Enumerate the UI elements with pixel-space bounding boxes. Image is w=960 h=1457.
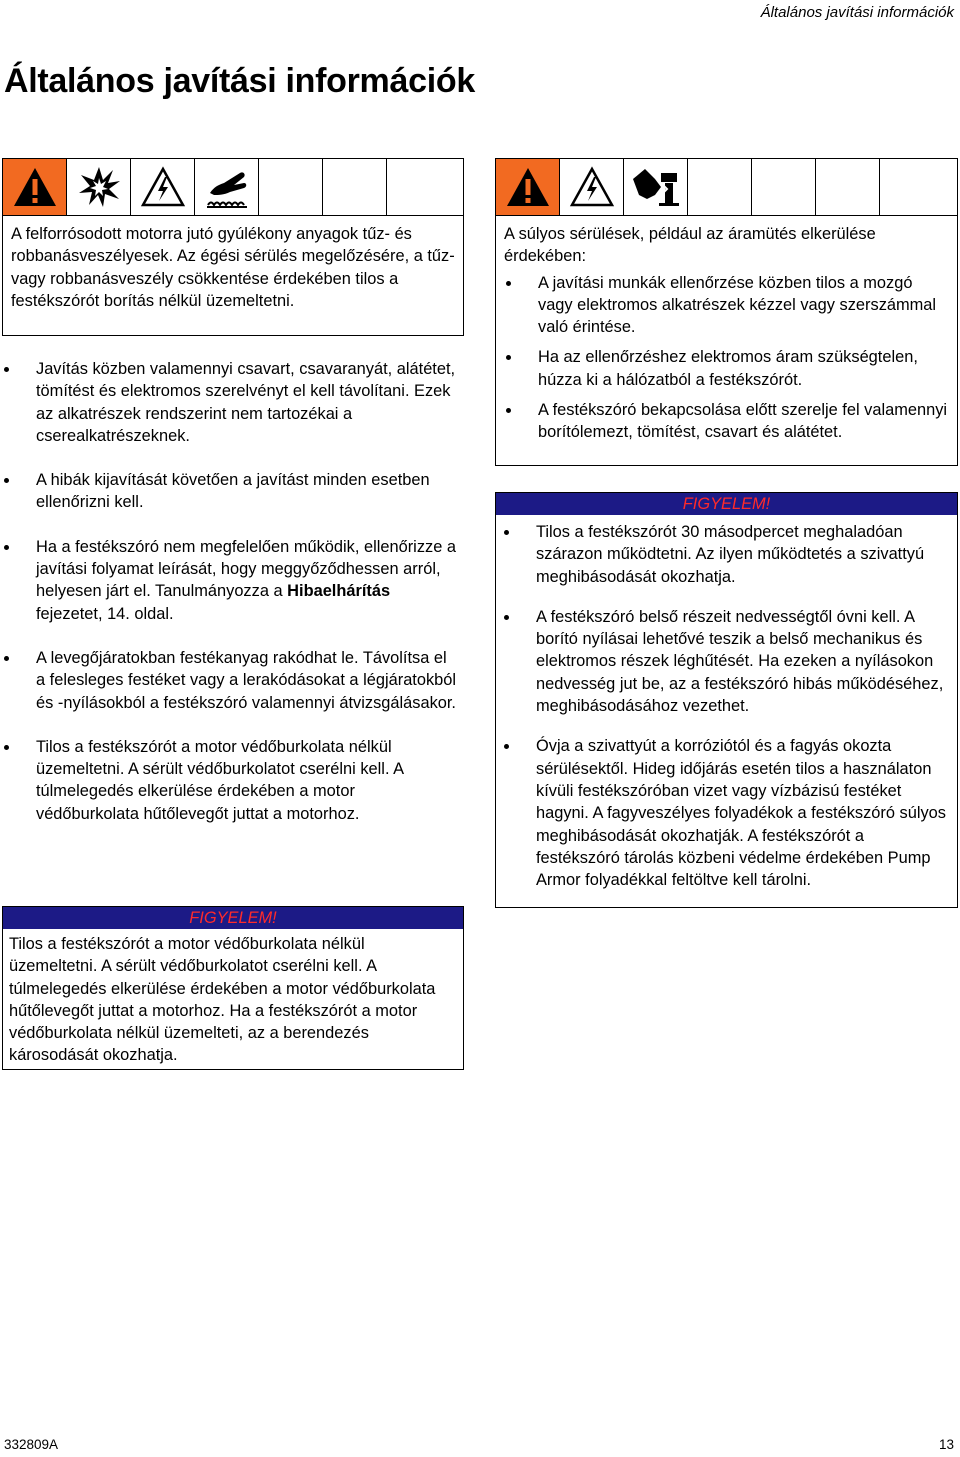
left-warning-text: A felforrósodott motorra jutó gyúlékony anyagok tűz- és robbanásveszélyesek. Az égési sérülés megelőzésére, a tűz- vagy robbanásveszély csökkentése érdekében tilos a festékszórót borítás nélkül üzemeltetni. [11, 225, 455, 310]
empty-icon-cell [816, 159, 880, 215]
empty-icon-cell [752, 159, 816, 215]
right-warning-bullets [496, 270, 957, 444]
empty-icon-cell [259, 159, 323, 215]
left-notice-box [2, 906, 464, 1070]
electric-shock-icon [560, 159, 624, 215]
notice-text: Tilos a festékszórót a motor védőburkolata nélkül üzemeltetni. A sérült védőburkolatot cserélni kell. A túlmelegedés elkerülése érdekében a motor védőburkolata hűtőlevegőt juttat a motorhoz. Ha a festékszórót a motor védőburkolata nélkül üzemelteti, az a berendezés károsodását okozhatja. [9, 935, 436, 1065]
list-item-text: Javítás közben valamennyi csavart, csavaranyát, alátétet, tömítést és elektromos szerelvényt el kell távolítani. Ezek az alkatrészek rendszerint nem tartozékai a cserealkatrészeknek. [36, 360, 456, 445]
electric-shock-icon [131, 159, 195, 215]
list-item-text: Ha a festékszóró nem megfelelően működik, ellenőrizze a javítási folyamat leírását, hogy meggyőződhessen arról, helyesen járt el. Tanulmányozza a [36, 537, 456, 601]
list-item-text: Tilos a festékszórót 30 másodpercet meghaladóan szárazon működtetni. Az ilyen működtetés a szivattyú meghibásodását okozhatja. [536, 523, 925, 586]
empty-icon-cell [880, 159, 957, 215]
list-item [502, 606, 949, 717]
list-item [504, 346, 949, 391]
bullet-icon [4, 478, 9, 483]
list-item-text: Óvja a szivattyút a korróziótól és a fagyás okozta sérülésektől. Hideg időjárás esetén tilos a használaton kívüli festékszóróban vizet vagy vízbázisú festéket hagyni. A fagyveszélyes folyadékok a festékszóró súlyos meghibásodását okozhatják. A festékszórót a festékszóró tárolás közbeni védelme érdekében Pump Armor folyadékkal feltöltve kell tárolni. [536, 737, 946, 890]
list-item-text: Ha az ellenőrzéshez elektromos áram szükségtelen, húzza ki a hálózatból a festékszórót. [538, 348, 918, 389]
empty-icon-cell [323, 159, 387, 215]
empty-icon-cell [688, 159, 752, 215]
list-item-text: A festékszóró belső részeit nedvességtől óvni kell. A borító nyílásai lehetővé teszik a belső mechanikus és elektromos részek léghűtését. Ha ezeken a nyílásokon nedvesség jut be, az a festékszóró hibás működéséhez, meghibásodásához vezethet. [536, 607, 944, 716]
list-item [2, 536, 457, 625]
bullet-icon [504, 744, 509, 749]
list-item-text: A javítási munkák ellenőrzése közben tilos a mozgó vagy elektromos alkatrészek kézzel vagy szerszámmal való érintése. [538, 273, 937, 337]
right-warning-intro: A súlyos sérülések, például az áramütés elkerülése érdekében: [504, 225, 876, 266]
right-warning-box [495, 158, 958, 466]
page-number: 13 [938, 1437, 954, 1452]
hot-surface-icon [195, 159, 259, 215]
list-item-text: A levegőjáratokban festékanyag rakódhat le. Távolítsa el a felesleges festéket vagy a lerakódásokat a légjáratokból és -nyílásokból a festékszóró valamennyi átvizsgálásakor. [36, 648, 457, 712]
warning-icon [496, 159, 560, 215]
list-item [504, 399, 949, 444]
document-number: 332809A [4, 1437, 59, 1452]
left-warning-box [2, 158, 464, 336]
bullet-icon [504, 530, 509, 535]
page-title: Általános javítási információk [4, 62, 475, 100]
notice-heading: FIGYELEM! [496, 493, 957, 515]
right-notice-box [495, 492, 958, 908]
list-item [2, 736, 457, 825]
bullet-icon [4, 745, 9, 750]
notice-heading: FIGYELEM! [3, 907, 463, 929]
section-reference: Hibaelhárítás [287, 582, 391, 601]
right-icon-row [496, 159, 957, 216]
bullet-icon [504, 615, 509, 620]
list-item [502, 521, 949, 588]
bullet-icon [506, 355, 511, 360]
list-item-text: fejezetet, 14. oldal. [36, 604, 174, 623]
list-item [2, 469, 457, 514]
empty-icon-cell [387, 159, 463, 215]
warning-icon [3, 159, 67, 215]
left-icon-row [3, 159, 463, 216]
list-item [2, 647, 457, 714]
right-notice-bullets [496, 515, 957, 891]
list-item [2, 358, 457, 447]
moving-parts-icon [624, 159, 688, 215]
explosion-icon [67, 159, 131, 215]
bullet-icon [4, 656, 9, 661]
list-item-text: A festékszóró bekapcsolása előtt szerelje fel valamennyi borítólemezt, tömítést, csavart és alátétet. [538, 401, 948, 442]
left-bullet-list [2, 358, 457, 825]
list-item-text: A hibák kijavítását követően a javítást minden esetben ellenőrizni kell. [36, 471, 430, 512]
bullet-icon [4, 367, 9, 372]
bullet-icon [506, 281, 511, 286]
running-header: Általános javítási információk [760, 4, 954, 21]
list-item-text: Tilos a festékszórót a motor védőburkolata nélkül üzemeltetni. A sérült védőburkolatot cserélni kell. A túlmelegedés elkerülése érdekében a motor védőburkolata hűtőlevegőt juttat a motorhoz. [36, 737, 404, 823]
bullet-icon [4, 545, 9, 550]
bullet-icon [506, 408, 511, 413]
list-item [504, 272, 949, 339]
list-item [502, 735, 949, 891]
